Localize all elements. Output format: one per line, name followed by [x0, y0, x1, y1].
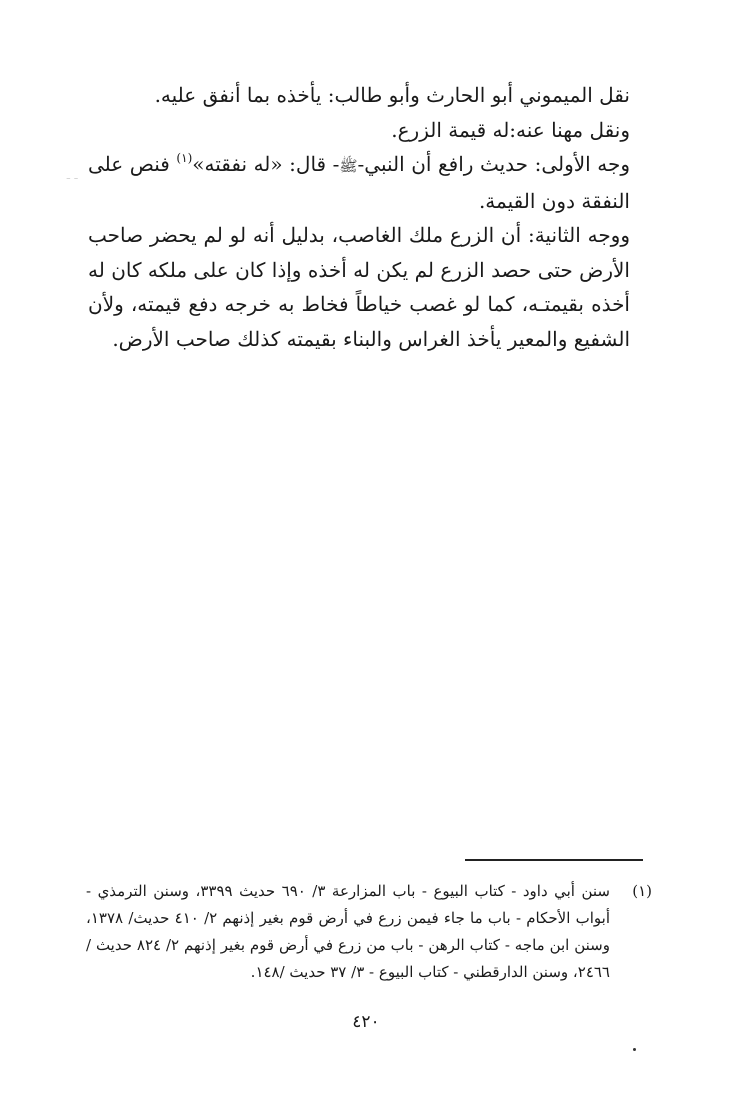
- footnote-number: (١): [632, 882, 652, 900]
- footnote-text: سنن أبي داود - كتاب البيوع - باب المزارعة ٣/ ٦٩٠ حديث ٣٣٩٩، وسنن الترمذي - أبواب الأحكام - باب ما جاء فيمن زرع في أرض قوم بغير إذنهم ٢/ ٤١٠ حديث/ ١٣٧٨، وسنن ابن ماجه - كتاب الرهن - باب من زرع في أرض قوم بغير إذنهم ٢/ ٨٢٤ حديث /٢٤٦٦، وسنن الدارقطني - كتاب البيوع - ٣/ ٣٧ حديث /١٤٨.: [86, 882, 610, 981]
- page-number: ٤٢٠: [352, 1012, 380, 1032]
- footnote-reference[interactable]: (١): [176, 151, 193, 165]
- paragraph-3-start: وجه الأولى: حديث رافع أن النبي-: [357, 152, 630, 176]
- footnote-item: [86, 878, 652, 986]
- main-text: [88, 78, 650, 356]
- scan-speck: [633, 1048, 636, 1051]
- footnote-separator: [465, 859, 643, 861]
- pbuh-glyph: ﷺ: [339, 157, 358, 175]
- paragraph-2: ونقل مهنا عنه:له قيمة الزرع.: [391, 117, 630, 142]
- footnotes: [86, 878, 652, 986]
- paragraph-3-quote: - قال: «له نفقته»: [192, 152, 340, 176]
- margin-mark: ⁻ ⁻: [66, 176, 79, 186]
- paragraph-1: نقل الميموني أبو الحارث وأبو طالب: يأخذه بما أنفق عليه.: [154, 83, 630, 107]
- paragraph-3: [88, 147, 650, 218]
- paragraph-4: ووجه الثانية: أن الزرع ملك الغاصب، بدليل أنه لو لم يحضر صاحب الأرض حتى حصد الزرع لم يكن له أخذه وإذا كان على ملكه كان له أخذه بقيمتـه، كما لو غصب خياطاً فخاط به خرجه دفع قيمته، ولأن الشفيع والمعير يأخذ الغراس والبناء بقيمته كذلك صاحب الأرض.: [88, 223, 630, 351]
- paragraph-3-end: فنص على النفقة دون القيمة.: [88, 152, 630, 213]
